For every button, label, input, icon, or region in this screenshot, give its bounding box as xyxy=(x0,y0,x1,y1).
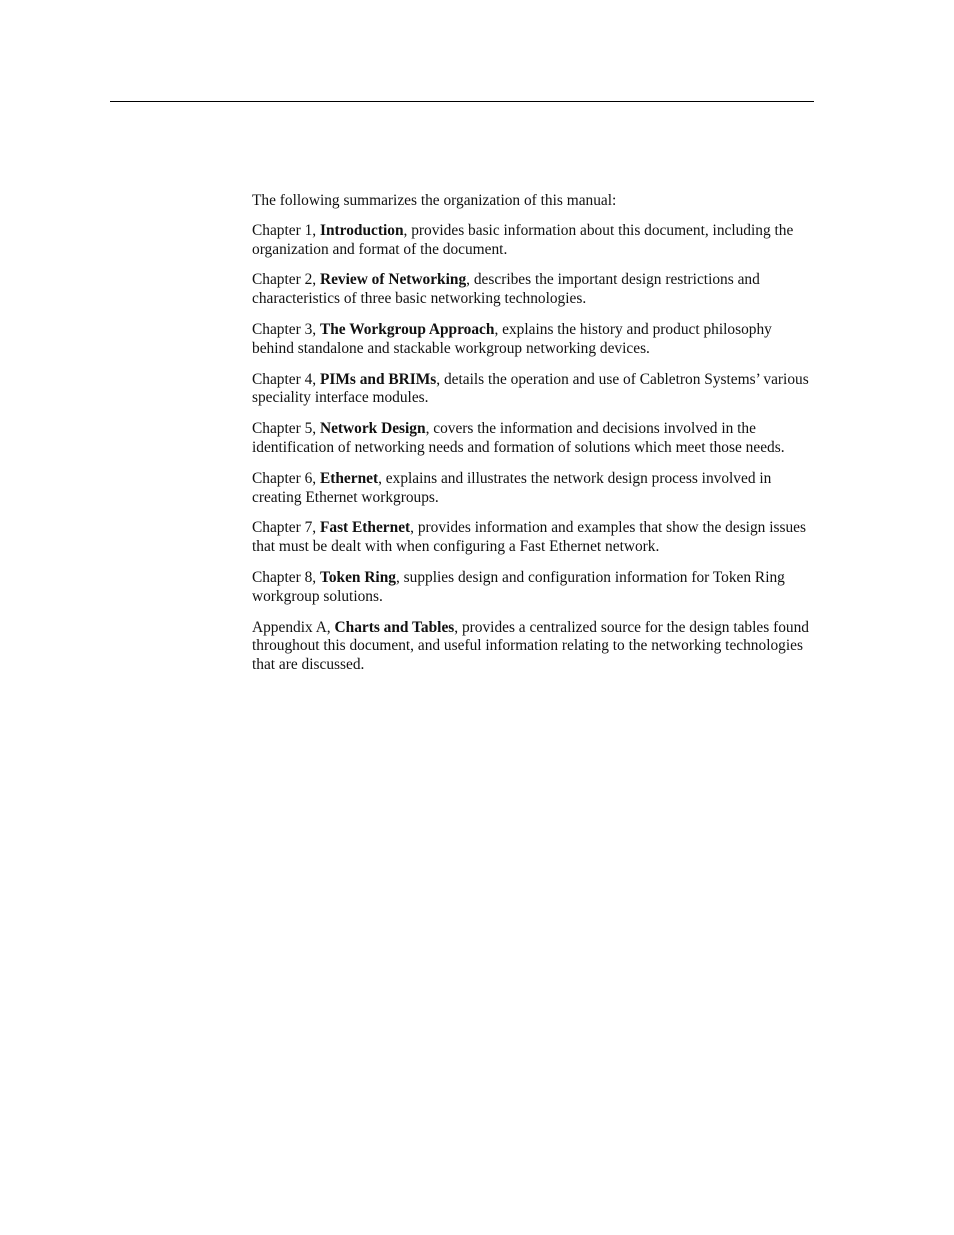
entry-prefix: Chapter 8, xyxy=(252,568,320,586)
entry-title: Network Design xyxy=(319,420,426,438)
entry-prefix: Appendix A, xyxy=(252,618,335,636)
entry-chapter-5 xyxy=(252,420,814,458)
entry-description: , provides information and examples that show the design issues that must be dealt with when configuring a Fast Ethernet network. xyxy=(252,519,806,556)
entry-description: , explains the history and product philosophy behind standalone and stackable workgroup networking devices. xyxy=(252,320,772,357)
entry-description: , details the operation and use of Cabletron Systems’ various speciality interface modules. xyxy=(252,370,809,407)
entry-description: , describes the important design restrictions and characteristics of three basic networking technologies. xyxy=(252,271,760,308)
header-rule xyxy=(110,101,814,102)
entry-chapter-2 xyxy=(252,271,814,309)
entry-prefix: Chapter 2, xyxy=(252,271,320,289)
entry-prefix: Chapter 3, xyxy=(252,320,320,338)
entry-title: PIMs and BRIMs xyxy=(319,370,437,388)
intro-paragraph: The following summarizes the organization of this manual: xyxy=(252,192,617,209)
entry-title: Token Ring xyxy=(319,568,396,586)
entry-appendix-a xyxy=(252,619,814,675)
entry-chapter-7 xyxy=(252,519,814,557)
entry-description: , provides a centralized source for the design tables found throughout this document, and useful information relating to the networking technologies that are discussed. xyxy=(252,618,809,674)
entry-title: Ethernet xyxy=(319,469,379,487)
entry-title: Charts and Tables xyxy=(334,618,455,636)
document-body xyxy=(252,192,814,687)
entry-prefix: Chapter 1, xyxy=(252,221,320,239)
entry-title: The Workgroup Approach xyxy=(319,320,495,338)
entry-prefix: Chapter 7, xyxy=(252,519,320,537)
entry-prefix: Chapter 4, xyxy=(252,370,320,388)
entry-title: Review of Networking xyxy=(319,271,467,289)
entry-chapter-3 xyxy=(252,321,814,359)
entry-description: , provides basic information about this document, including the organization and format of the document. xyxy=(252,221,794,258)
entry-chapter-1 xyxy=(252,222,814,260)
entry-prefix: Chapter 5, xyxy=(252,420,320,438)
entry-prefix: Chapter 6, xyxy=(252,469,320,487)
entry-description: , explains and illustrates the network design process involved in creating Ethernet workgroups. xyxy=(252,469,772,506)
entry-description: , supplies design and configuration information for Token Ring workgroup solutions. xyxy=(252,568,785,605)
entry-chapter-8 xyxy=(252,569,814,607)
entry-description: , covers the information and decisions involved in the identification of networking needs and formation of solutions which meet those needs. xyxy=(252,420,785,456)
entry-chapter-4 xyxy=(252,371,814,409)
entry-title: Fast Ethernet xyxy=(319,519,411,537)
entry-title: Introduction xyxy=(319,221,404,239)
entry-chapter-6 xyxy=(252,470,814,508)
